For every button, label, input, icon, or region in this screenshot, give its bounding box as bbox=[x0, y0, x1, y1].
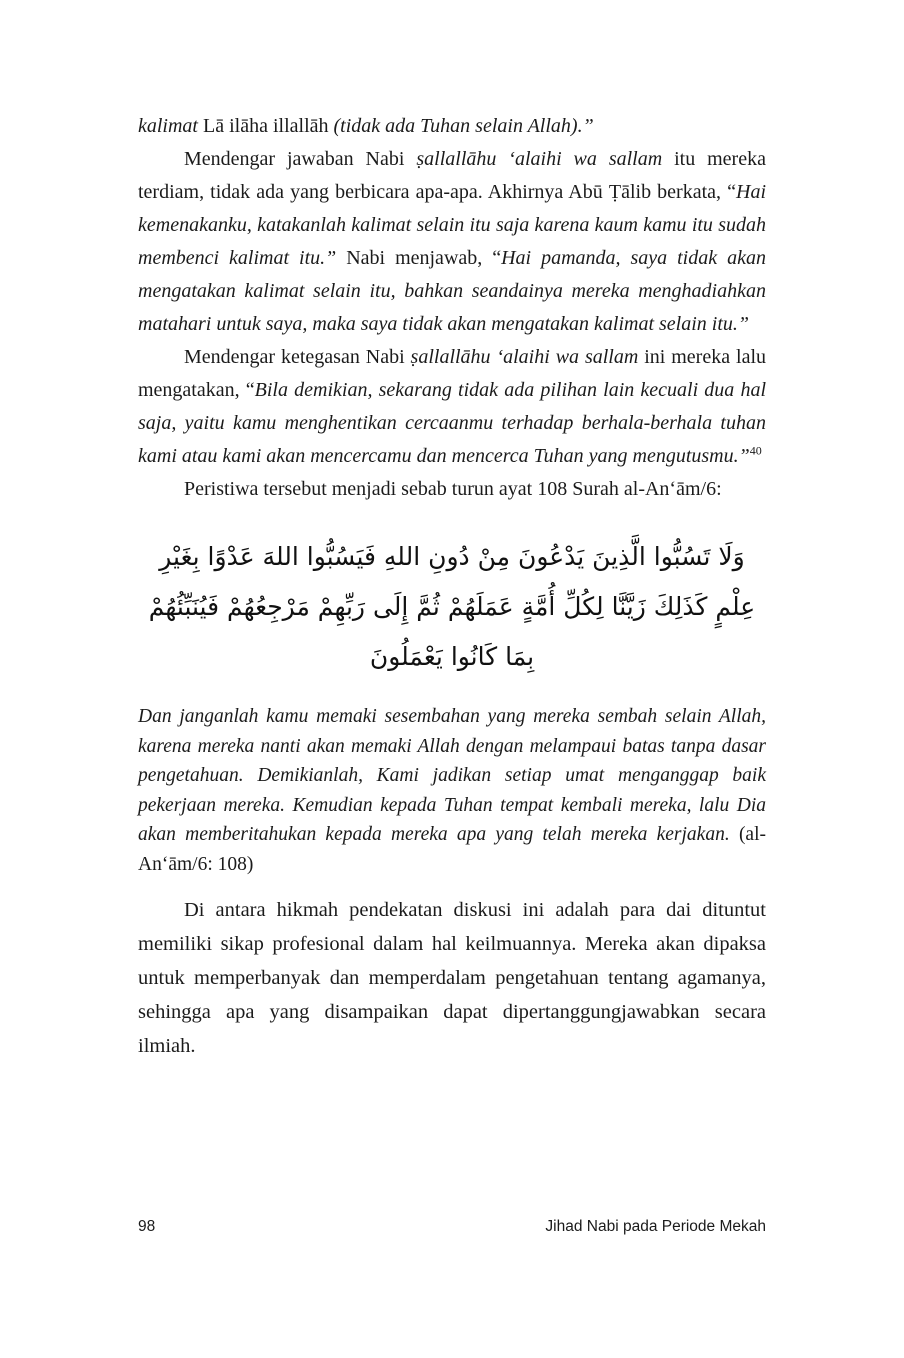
paragraph-ultimatum bbox=[138, 341, 766, 473]
paragraph-verse-translation bbox=[138, 702, 766, 879]
text-segment: ṣallallāhu ‘alaihi wa sallam bbox=[416, 148, 663, 170]
page-body bbox=[138, 110, 766, 1063]
text-segment: itu mereka terdiam, tidak ada yang berbicara apa-apa. Akhirnya Abū Ṭālib berkata, “ bbox=[138, 148, 766, 203]
text-segment: Lā ilāha illallāh bbox=[203, 115, 334, 137]
text-segment: (tidak ada Tuhan selain Allah).” bbox=[333, 115, 594, 137]
text-segment: Mendengar ketegasan Nabi bbox=[184, 346, 411, 368]
text-segment: Hai kemenakanku, katakanlah kalimat selain itu saja karena kaum kamu itu sudah membenci kalimat itu.” bbox=[138, 181, 766, 269]
text-segment: Di antara hikmah pendekatan diskusi ini adalah para dai dituntut memiliki sikap profesional dalam hal keilmuannya. Mereka akan dipaksa untuk memperbanyak dan memperdalam pengetahuan tentang agamanya, sehingga apa yang disampaikan dapat dipertanggungjawabkan secara ilmiah. bbox=[138, 899, 766, 1057]
text-segment: Nabi menjawab, “ bbox=[336, 247, 502, 269]
text-segment: Peristiwa tersebut menjadi sebab turun ayat 108 Surah al-An‘ām/6: bbox=[184, 478, 722, 500]
footnote-reference: 40 bbox=[749, 443, 762, 458]
paragraph-verse-intro bbox=[138, 473, 766, 506]
text-segment: ini mereka lalu mengatakan, “ bbox=[138, 346, 766, 401]
page-footer bbox=[138, 1218, 766, 1236]
paragraph-continuation bbox=[138, 110, 766, 143]
text-segment: ṣallallāhu ‘alaihi wa sallam bbox=[410, 346, 639, 368]
quran-verse-arabic: وَلَا تَسُبُّوا الَّذِينَ يَدْعُونَ مِنْ دُونِ اللهِ فَيَسُبُّوا اللهَ عَدْوًا بِغَيْرِ عِلْمٍ كَذَلِكَ زَيَّنَّا لِكُلِّ أُمَّةٍ عَمَلَهُمْ ثُمَّ إِلَى رَبِّهِمْ مَرْجِعُهُمْ فَيُنَبِّئُهُمْ بِمَا كَانُوا يَعْمَلُونَ bbox=[148, 542, 756, 671]
text-segment: Dan janganlah kamu memaki sesembahan yang mereka sembah selain Allah, karena mereka nanti akan memaki Allah dengan melampaui batas tanpa dasar pengetahuan. Demikianlah, Kami jadikan setiap umat menganggap baik pekerjaan mereka. Kemudian kepada Tuhan tempat kembali mereka, lalu Dia akan memberitahukan kepada mereka apa yang telah mereka kerjakan. bbox=[138, 706, 766, 845]
page-number: 98 bbox=[138, 1218, 156, 1235]
verse-reference: (al-An‘ām/6: 108) bbox=[138, 824, 766, 875]
text-segment: kalimat bbox=[138, 115, 203, 137]
text-segment: Bila demikian, sekarang tidak ada pilihan lain kecuali dua hal saja, yaitu kamu menghentikan cercaanmu terhadap berhala-berhala tuhan kami atau kami akan mencercamu dan mencerca Tuhan yang mengutusmu.” bbox=[138, 379, 766, 467]
text-segment: Mendengar jawaban Nabi bbox=[184, 148, 417, 170]
running-title: Jihad Nabi pada Periode Mekah bbox=[545, 1218, 766, 1235]
paragraph-closing bbox=[138, 893, 766, 1063]
paragraph-dialog bbox=[138, 143, 766, 341]
text-segment: Hai pamanda, saya tidak akan mengatakan kalimat selain itu, bahkan seandainya mereka menghadiahkan matahari untuk saya, maka saya tidak akan mengatakan kalimat selain itu.” bbox=[138, 247, 766, 335]
